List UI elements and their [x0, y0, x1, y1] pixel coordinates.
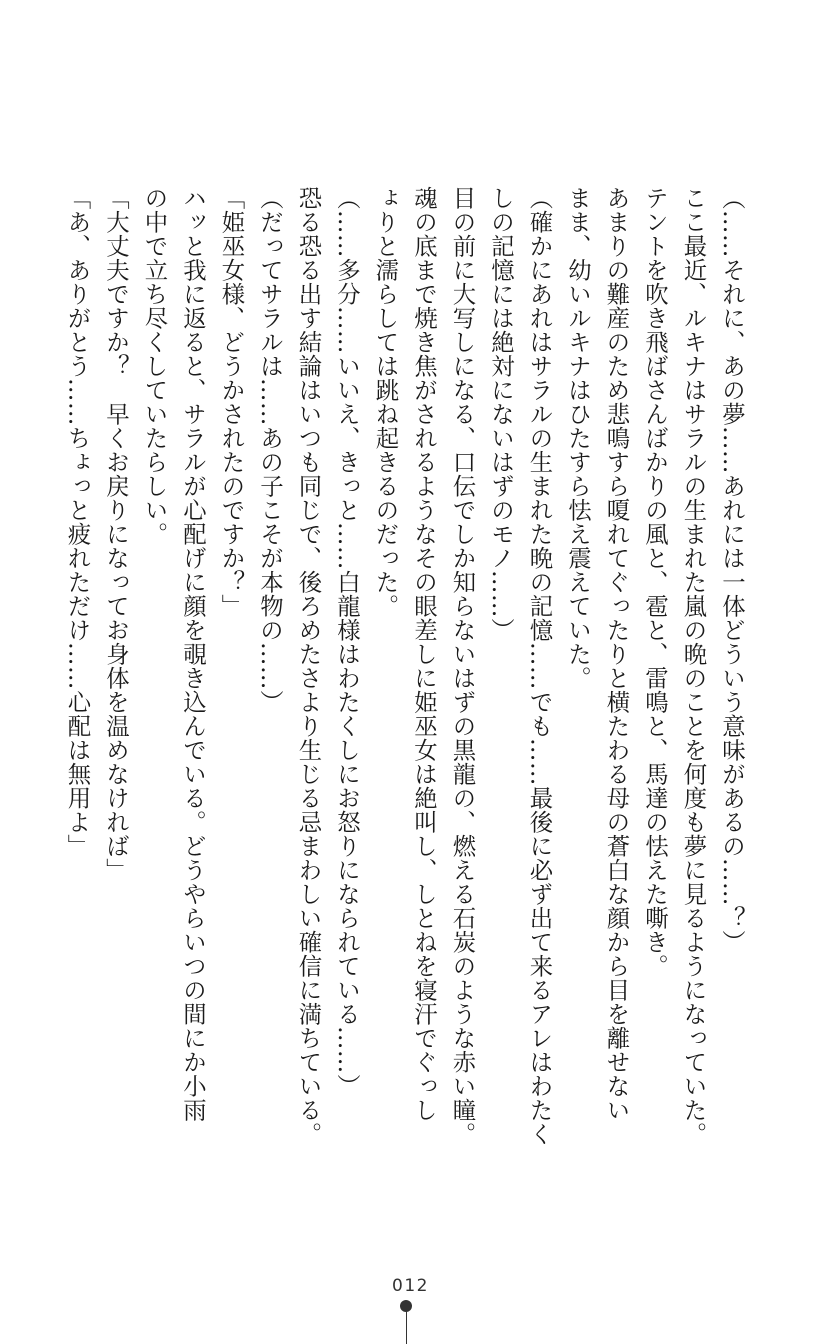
page-number: 012 [392, 1276, 429, 1296]
text-line: 「姫巫女様、どうかされたのですか？」 [217, 186, 246, 618]
text-line: 「あ、ありがとう……ちょっと疲れただけ……心配は無用よ」 [63, 186, 92, 858]
text-line: （……それに、あの夢……あれには一体どういう意味があるの……？） [718, 186, 746, 954]
novel-text [58, 186, 751, 1146]
text-line: ここ最近、ルキナはサラルの生まれた嵐の晩のことを何度も夢に見るようになっていた。 [679, 186, 708, 1146]
text-line: （だってサラルは……あの子こそが本物の……） [256, 186, 284, 714]
text-line: テントを吹き飛ばさんばかりの風と、雹と、雷鳴と、馬達の怯えた嘶き。 [641, 186, 669, 978]
text-line: 「大丈夫ですか？ 早くお戻りになってお身体を温めなければ」 [102, 186, 130, 882]
text-line: の中で立ち尽くしていたらしい。 [140, 186, 169, 546]
text-line: ょりと濡らしては跳ね起きるのだった。 [371, 186, 400, 618]
text-line: 目の前に大写しになる、口伝でしか知らないはずの黒龍の、燃える石炭のような赤い瞳。 [448, 186, 477, 1146]
text-line: （……多分……いいえ、きっと……白龍様はわたくしにお怒りになられている……） [333, 186, 361, 1098]
text-line: ハッと我に返ると、サラルが心配げに顔を覗き込んでいる。どうやらいつの間にか小雨 [179, 186, 207, 1122]
text-line: あまりの難産のため悲鳴すら嗄れてぐったりと横たわる母の蒼白な顔から目を離せない [602, 186, 631, 1122]
page-marker-line [406, 1310, 407, 1344]
text-line: まま、幼いルキナはひたすら怯え震えていた。 [564, 186, 592, 690]
text-line: 恐る恐る出す結論はいつも同じで、後ろめたさより生じる忌まわしい確信に満ちている。 [294, 186, 323, 1146]
text-line: しの記憶には絶対にないはずのモノ……） [487, 186, 515, 642]
text-line: （確かにあれはサラルの生まれた晩の記憶……でも……最後に必ず出て来るアレはわたく [525, 186, 554, 1146]
text-line: 魂の底まで焼き焦がされるようなその眼差しに姫巫女は絶叫し、しとねを寝汗でぐっし [410, 186, 438, 1122]
